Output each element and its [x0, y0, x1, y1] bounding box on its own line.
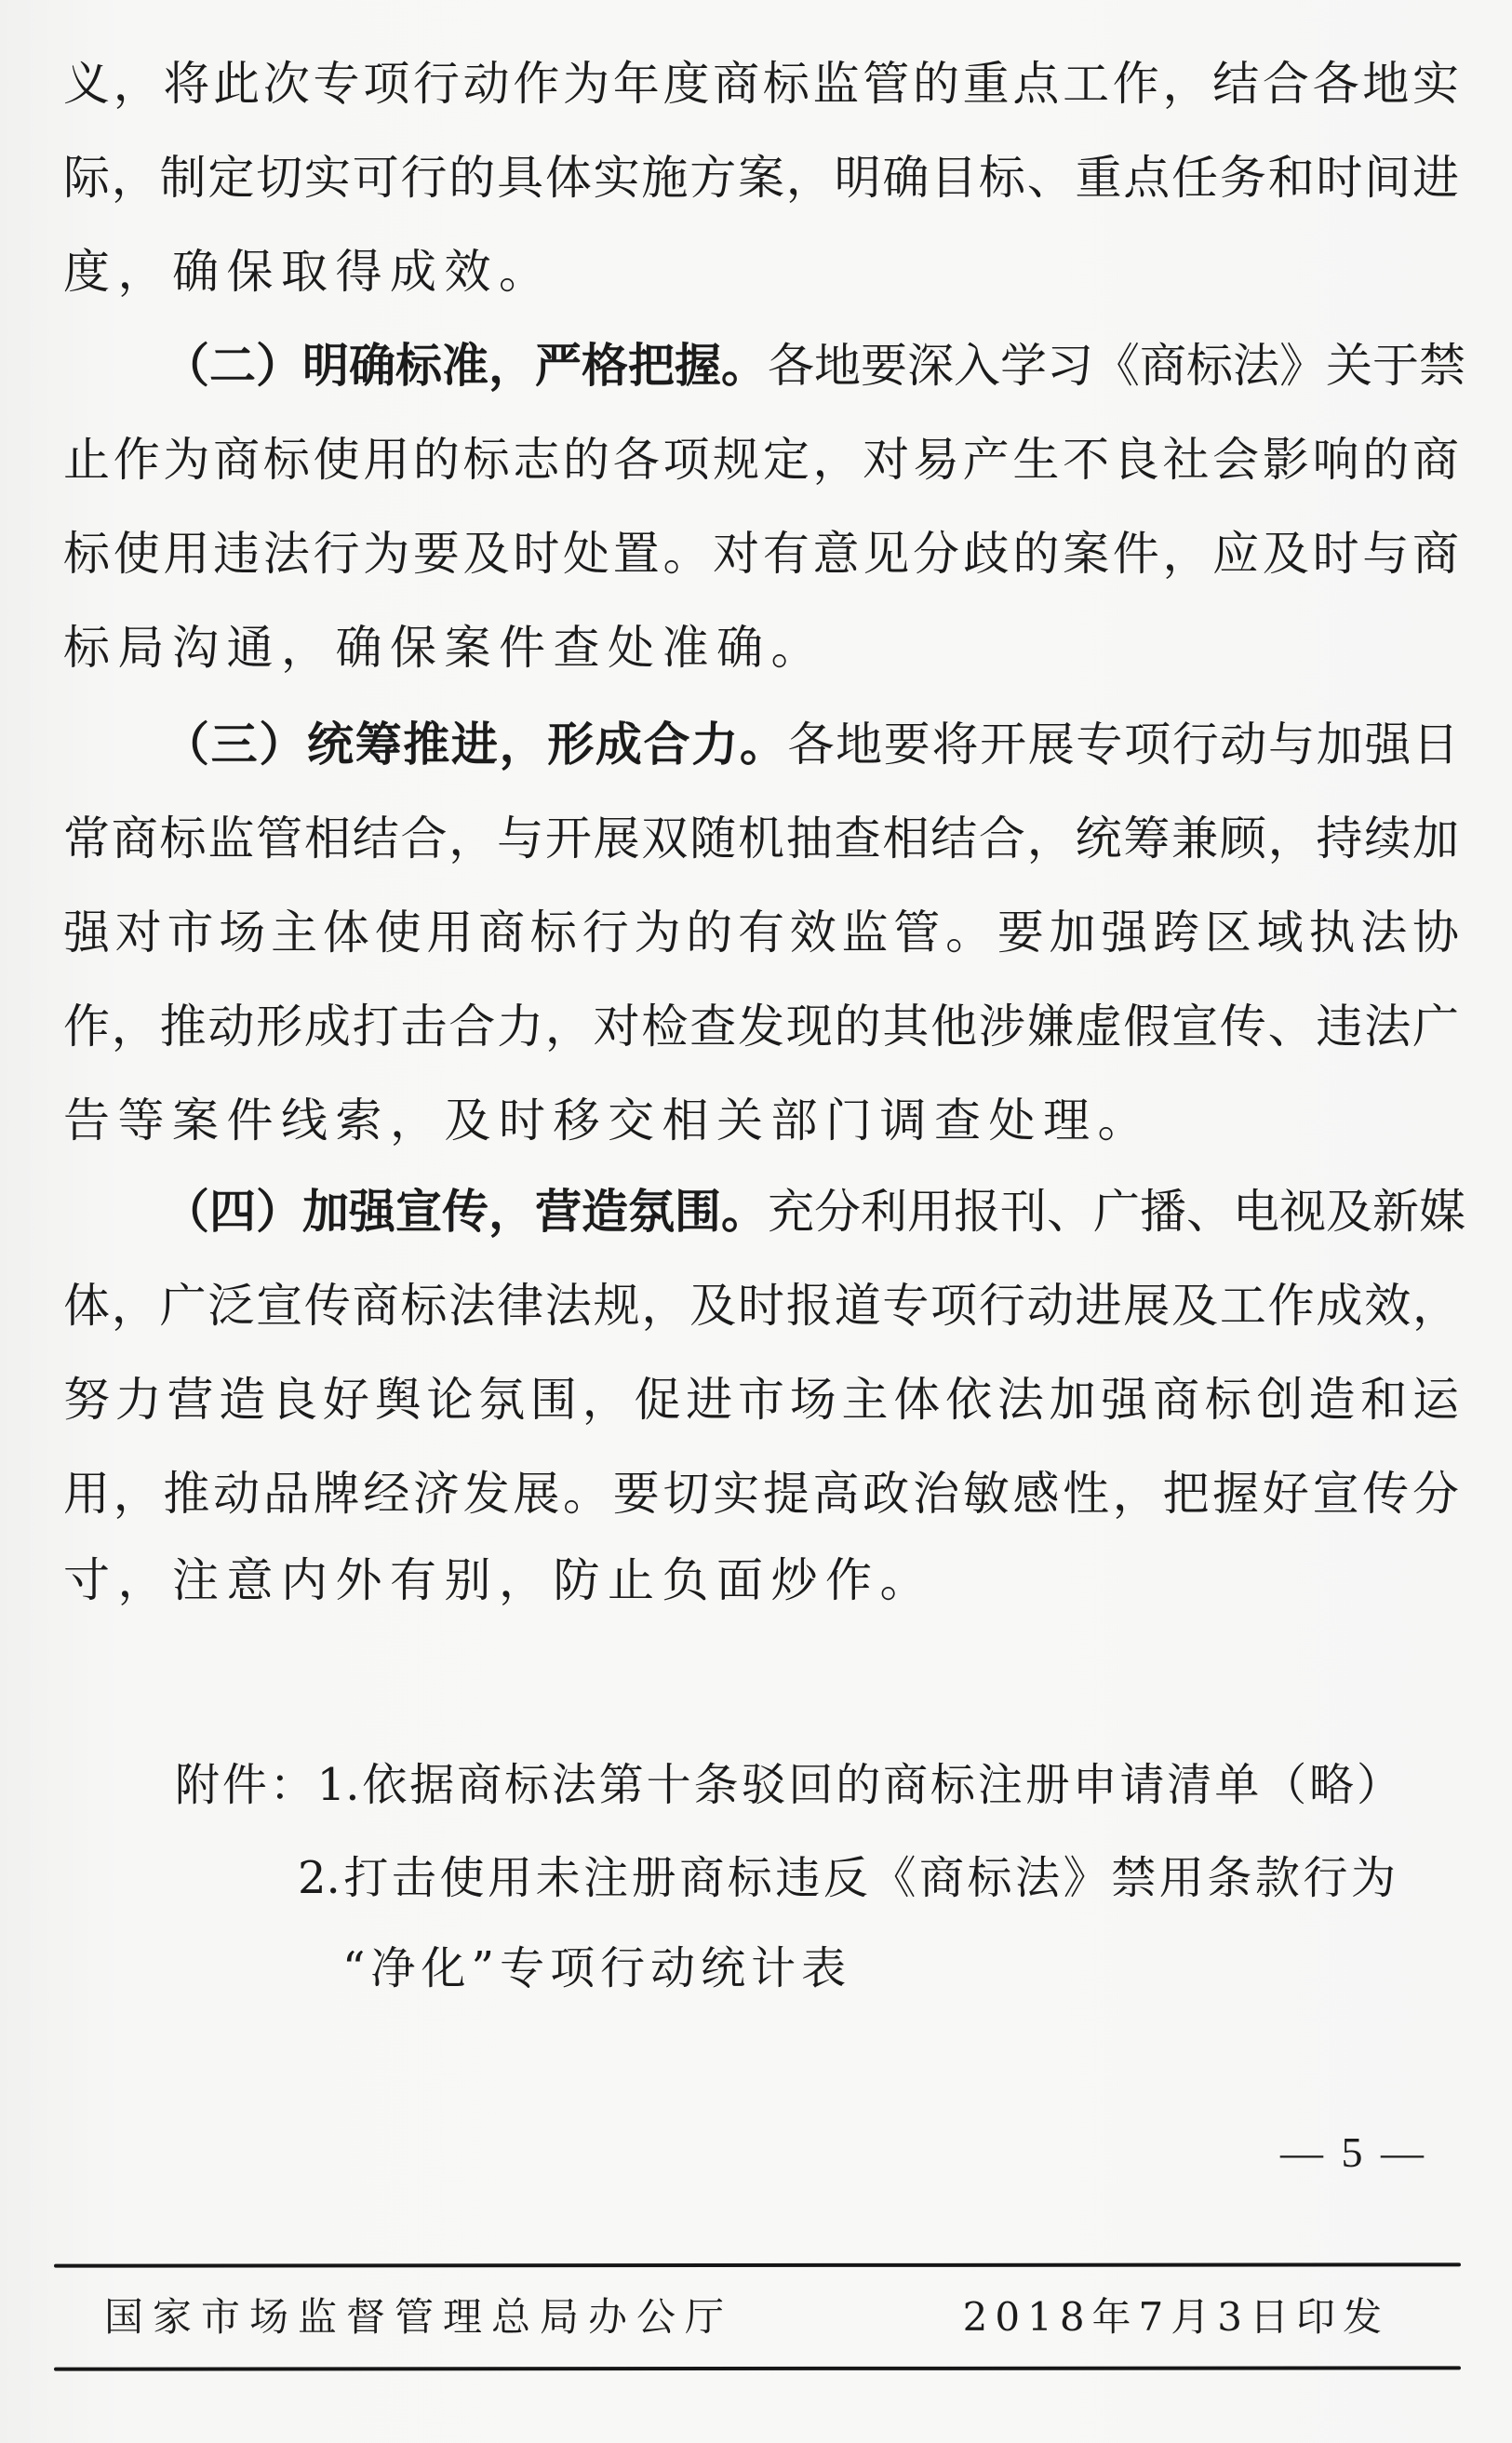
paragraph-1-line-1: 义，将此次专项行动作为年度商标监管的重点工作，结合各地实	[63, 57, 1459, 111]
paragraph-3-line-4: 作，推动形成打击合力，对检查发现的其他涉嫌虚假宣传、违法广	[63, 1000, 1459, 1054]
footer-issuer: 国家市场监督管理总局办公厅	[104, 2294, 734, 2340]
paragraph-2-first-text: 各地要深入学习《商标法》关于禁	[768, 339, 1465, 393]
paragraph-3-line-5: 告等案件线索，及时移交相关部门调查处理。	[63, 1094, 1152, 1148]
paragraph-3-first-text: 各地要将开展专项行动与加强日	[787, 718, 1459, 772]
attachment-item-2: 2.打击使用未注册商标违反《商标法》禁用条款行为	[298, 1852, 1396, 1904]
paragraph-2-line-3: 标使用违法行为要及时处置。对有意见分歧的案件，应及时与商	[63, 527, 1459, 581]
paragraph-4-line-3: 努力营造良好舆论氛围，促进市场主体依法加强商标创造和运	[63, 1373, 1459, 1427]
paragraph-2-line-4: 标局沟通，确保案件查处准确。	[63, 621, 825, 675]
paragraph-4-line-5: 寸，注意内外有别，防止负面炒作。	[63, 1553, 934, 1607]
paragraph-3-line-1	[163, 707, 1459, 782]
attachment-item-2-continued: “净化”专项行动统计表	[342, 1942, 852, 1994]
paragraph-4-heading: （四）加强宣传，营造氛围。	[163, 1184, 768, 1239]
paragraph-2-line-1	[163, 329, 1465, 403]
paragraph-2-line-2: 止作为商标使用的标志的各项规定，对易产生不良社会影响的商	[63, 433, 1459, 487]
paragraph-4-line-2: 体，广泛宣传商标法律法规，及时报道专项行动进展及工作成效，	[63, 1279, 1459, 1333]
paragraph-4-first-text: 充分利用报刊、广播、电视及新媒	[768, 1185, 1465, 1239]
paragraph-1-line-2: 际，制定切实可行的具体实施方案，明确目标、重点任务和时间进	[63, 151, 1459, 205]
paragraph-3-line-3: 强对市场主体使用商标行为的有效监管。要加强跨区域执法协	[63, 906, 1459, 960]
attachment-item-1	[175, 1752, 1401, 1818]
paragraph-3-line-2: 常商标监管相结合，与开展双随机抽查相结合，统筹兼顾，持续加	[63, 812, 1459, 866]
paragraph-2-heading: （二）明确标准，严格把握。	[163, 338, 768, 393]
paragraph-3-heading: （三）统筹推进，形成合力。	[163, 717, 788, 772]
paragraph-4-line-1	[163, 1175, 1465, 1249]
page-number: — 5 —	[1280, 2128, 1427, 2176]
paragraph-1-line-3: 度，确保取得成效。	[63, 245, 554, 299]
footer-top-rule	[54, 2262, 1461, 2267]
footer-bottom-rule	[54, 2366, 1461, 2370]
footer-print-date: 2018年7月3日印发	[962, 2294, 1389, 2340]
attachment-1-text: 1.依据商标法第十条驳回的商标注册申请清单（略）	[316, 1759, 1401, 1811]
paragraph-4-line-4: 用，推动品牌经济发展。要切实提高政治敏感性，把握好宣传分	[63, 1467, 1459, 1521]
attachment-label: 附件：	[175, 1759, 317, 1811]
